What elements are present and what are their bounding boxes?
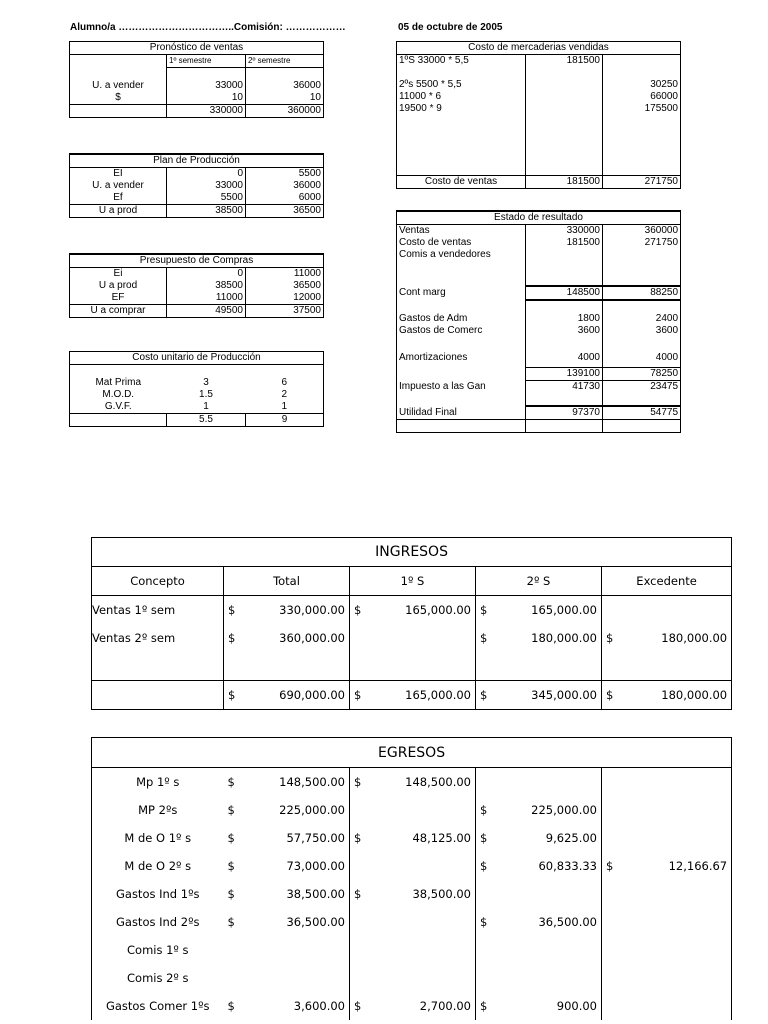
pronostico-col2: 2º semestre xyxy=(246,55,324,68)
pronostico-col1: 1º semestre xyxy=(167,55,246,68)
table-row: 19500 * 9 175500 xyxy=(397,103,681,115)
table-total-row: 5.5 9 xyxy=(70,414,324,427)
costo-unitario-title: Costo unitario de Producción xyxy=(70,352,324,365)
ingresos-title: INGRESOS xyxy=(92,538,732,567)
table-row: Ef 5500 6000 xyxy=(70,192,324,205)
table-row: Costo de ventas 181500 271750 xyxy=(397,237,681,249)
resultado-table xyxy=(396,210,681,433)
table-row: 1ºS 33000 * 5,5 181500 xyxy=(397,55,681,68)
header-date: 05 de octubre de 2005 xyxy=(398,22,503,33)
table-row: U a prod 38500 36500 xyxy=(70,280,324,292)
header-alumno xyxy=(70,22,346,33)
ingresos-header-row: Concepto Total 1º S 2º S Excedente xyxy=(92,567,732,596)
table-row: Comis 1º s xyxy=(92,936,732,964)
pronostico-title: Pronóstico de ventas xyxy=(70,42,324,55)
table-row: Impuesto a las Gan 41730 23475 xyxy=(397,381,681,394)
compras-title: Presupuesto de Compras xyxy=(70,254,324,268)
table-row: 139100 78250 xyxy=(397,368,681,381)
table-row: Ventas 330000 360000 xyxy=(397,225,681,238)
compras-table xyxy=(69,253,324,318)
cmv-title: Costo de mercaderias vendidas xyxy=(397,42,681,55)
table-row: Amortizaciones 4000 4000 xyxy=(397,349,681,368)
table-row: Gastos Ind 2ºs $ 36,500.00 $ 36,500.00 xyxy=(92,908,732,936)
produccion-title: Plan de Producción xyxy=(70,154,324,168)
ingresos-table xyxy=(91,537,732,710)
comision-label: Comisión: ……………… xyxy=(233,22,346,33)
table-row: EF 11000 12000 xyxy=(70,292,324,305)
table-row: Ventas 2º sem $ 360,000.00 $ 180,000.00 $ 180,000.00 xyxy=(92,624,732,652)
table-row: M de O 1º s $ 57,750.00 $ 48,125.00 $ 9,625.00 xyxy=(92,824,732,852)
table-row: M de O 2º s $ 73,000.00 $ 60,833.33 $ 12,166.67 xyxy=(92,852,732,880)
table-row: MP 2ºs $ 225,000.00 $ 225,000.00 xyxy=(92,796,732,824)
table-row: 11000 * 6 66000 xyxy=(397,91,681,103)
egresos-table xyxy=(91,737,732,1020)
resultado-title: Estado de resultado xyxy=(397,211,681,225)
table-total-row: 330000 360000 xyxy=(70,105,324,118)
table-row: $ 10 10 xyxy=(70,92,324,105)
table-row: Utilidad Final 97370 54775 xyxy=(397,406,681,420)
table-row: U. a vender 33000 36000 xyxy=(70,180,324,192)
alumno-label: Alumno/a …………………………….. xyxy=(70,22,234,33)
table-row: 2ºs 5500 * 5,5 30250 xyxy=(397,79,681,91)
table-row: U a comprar 49500 37500 xyxy=(70,305,324,318)
table-row: Ei 0 11000 xyxy=(70,268,324,281)
table-total-row: Costo de ventas 181500 271750 xyxy=(397,176,681,189)
table-row: Gastos Comer 1ºs $ 3,600.00 $ 2,700.00 $ 900.00 xyxy=(92,992,732,1020)
table-row: Gastos de Comerc 3600 3600 xyxy=(397,325,681,337)
costo-unitario-table xyxy=(69,351,324,427)
produccion-table xyxy=(69,153,324,218)
table-row: Ventas 1º sem $ 330,000.00 $ 165,000.00 $ 165,000.00 xyxy=(92,596,732,625)
table-total-row: $ 690,000.00 $ 165,000.00 $ 345,000.00 $ 180,000.00 xyxy=(92,681,732,710)
table-row: EI 0 5500 xyxy=(70,168,324,181)
table-row: Mat Prima 3 6 xyxy=(70,377,324,389)
egresos-title: EGRESOS xyxy=(92,738,732,768)
table-row: Comis 2º s xyxy=(92,964,732,992)
pronostico-table xyxy=(69,41,324,118)
cmv-table xyxy=(396,41,681,189)
table-row: Cont marg 148500 88250 xyxy=(397,286,681,300)
table-row: U a prod 38500 36500 xyxy=(70,205,324,218)
table-row: U. a vender 33000 36000 xyxy=(70,80,324,92)
table-row: Mp 1º s $ 148,500.00 $ 148,500.00 xyxy=(92,768,732,797)
table-row: M.O.D. 1.5 2 xyxy=(70,389,324,401)
table-row: Comis a vendedores xyxy=(397,249,681,261)
table-row: Gastos de Adm 1800 2400 xyxy=(397,313,681,325)
table-row: Gastos Ind 1ºs $ 38,500.00 $ 38,500.00 xyxy=(92,880,732,908)
table-row: G.V.F. 1 1 xyxy=(70,401,324,414)
